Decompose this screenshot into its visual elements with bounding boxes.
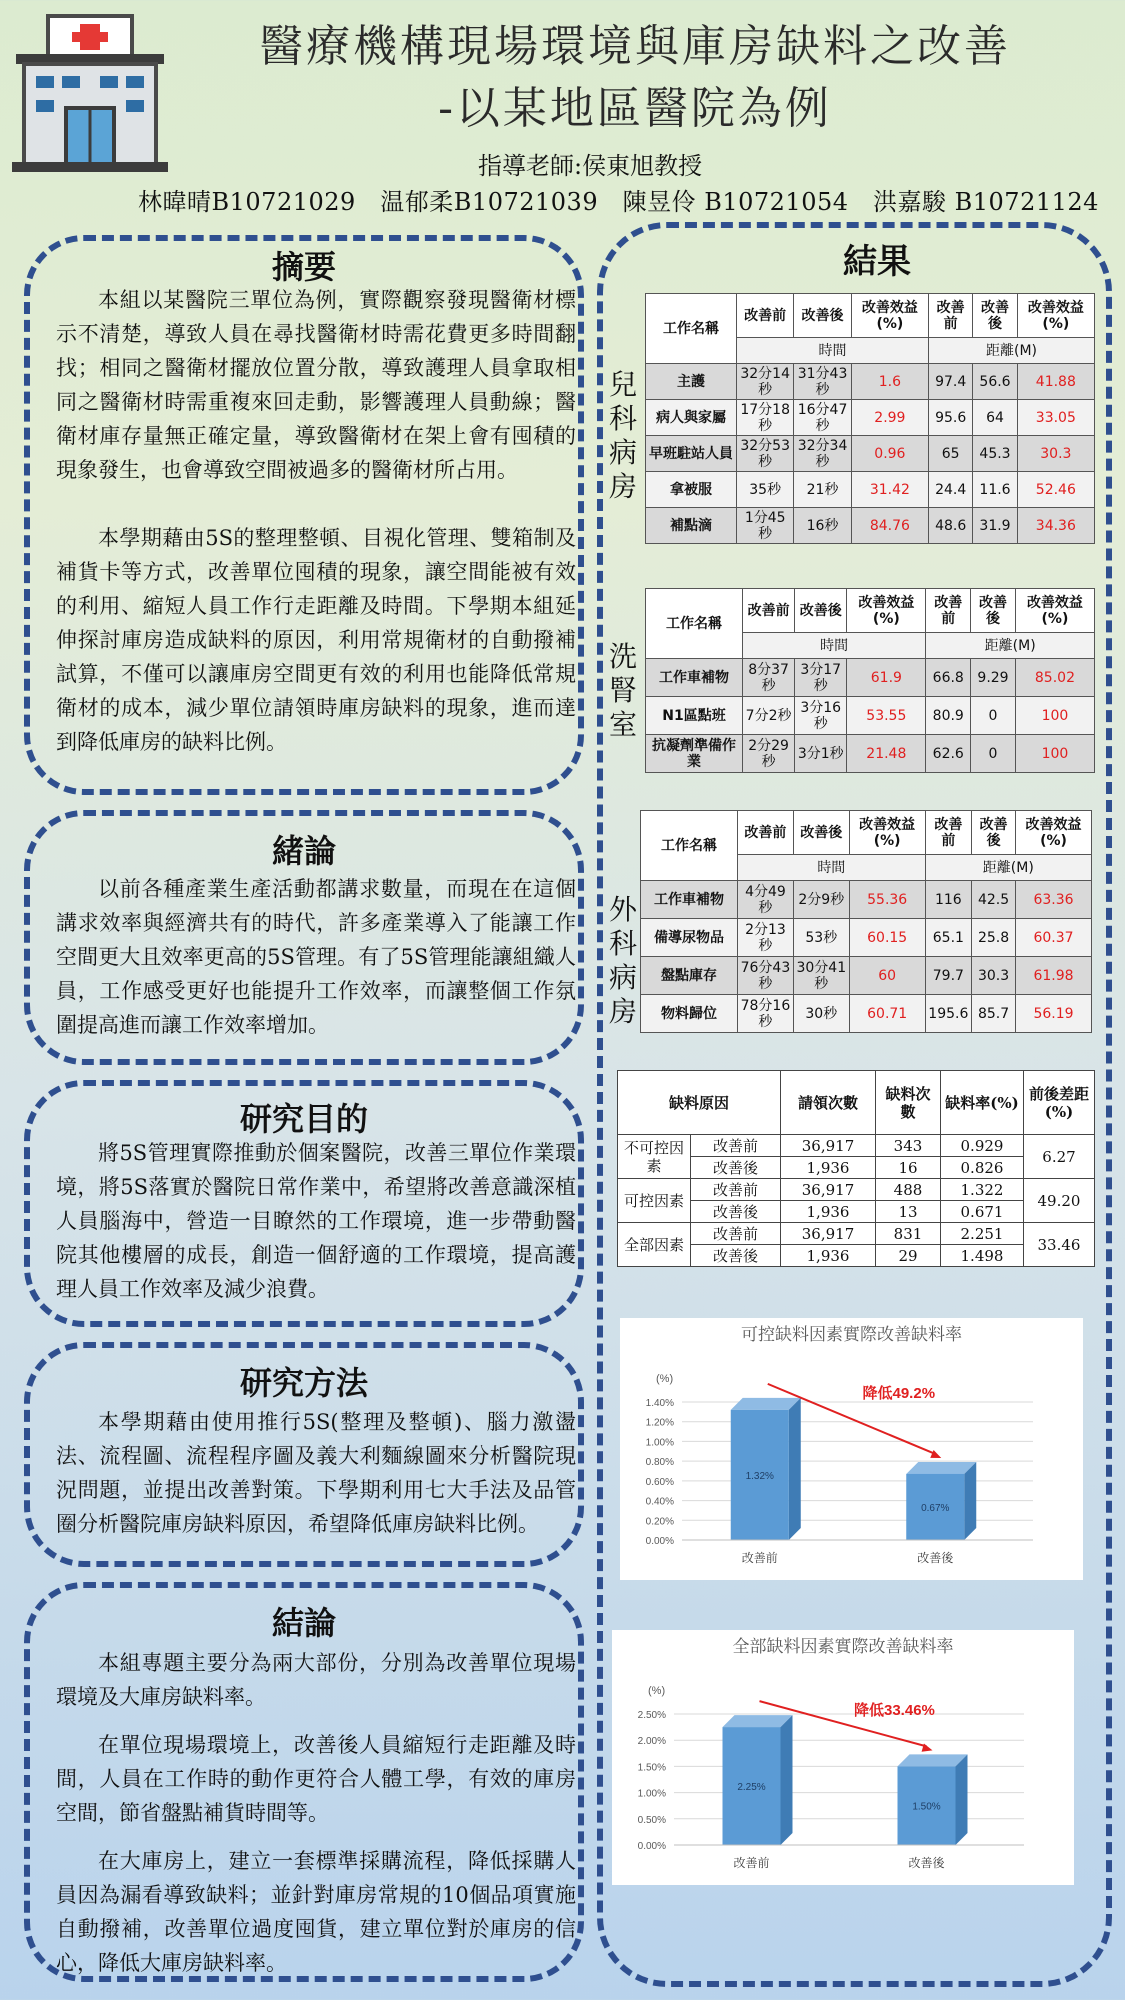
y-tick-label: 1.00%: [645, 1437, 674, 1449]
advisor: 指導老師:侯東旭教授: [478, 152, 703, 180]
y-tick-label: 0.80%: [645, 1457, 674, 1469]
y-tick-label: 1.50%: [637, 1762, 666, 1774]
reduction-annotation: 降低33.46%: [854, 1702, 935, 1720]
y-tick-label: 1.20%: [645, 1417, 674, 1429]
chart-title: 可控缺料因素實際改善缺料率: [741, 1325, 962, 1344]
shortage-table: 缺料原因 請領次數 缺料次數 缺料率(%) 前後差距(%) 不可控因素 改善前 36,917 343 0.929 6.27 改善後 1,936 16 0.826 可控因素 改善前 36,917 488 1.322 49.20 改善後 1,936 13 0.671 全部因素 改善前 36,917 831 2.251 33.46 改善後 1,936 29 1.498: [617, 1070, 1095, 1267]
authors: 林暐晴B10721029 温郁柔B10721039 陳昱伶 B10721054 洪嘉駿 B10721124: [138, 188, 1099, 216]
bar-value-label: 1.50%: [912, 1801, 941, 1813]
conclusion-title: 結論: [271, 1604, 336, 1642]
y-tick-label: 0.50%: [637, 1814, 666, 1826]
abstract-text: 本組以某醫院三單位為例，實際觀察發現醫衛材標示不清楚，導致人員在尋找醫衛材時需花費更多時間翻找；相同之醫衛材擺放位置分散，導致護理人員拿取相同之醫衛材時需重複來回走動，影響護理人員動線；醫衛材庫存量無正確定量，導致醫衛材在架上會有囤積的現象發生，也會導致空間被過多的醫衛材所占用。 本學期藉由5S的整理整頓、目視化管理、雙箱制及補貨卡等方式，改善單位囤積的現象，讓空間能被有效的利用、縮短人員工作行走距離及時間。下學期本組延伸探討庫房造成缺料的原因，利用常規衛材的自動撥補試算，不僅可以讓庫房空間更有效的利用也能降低常規衛材的成本，減少單位請領時庫房缺料的現象，進而達到降低庫房的缺料比例。: [56, 288, 576, 754]
poster-title: 醫療機構現場環境與庫房缺料之改善 -以某地區醫院為例: [259, 21, 1011, 134]
table-row: 全部因素 改善前 36,917 831 2.251 33.46: [618, 1223, 1095, 1245]
bar-value-label: 1.32%: [745, 1470, 774, 1482]
surgical-table: 工作名稱 改善前 改善後 改善效益(%) 改善前 改善後 改善效益(%) 時間 距離(M) 工作車補物 4分49秒 2分9秒 55.36 116 42.5 63.36 備導尿物品 2分13秒 53秒 60.15 65.1 25.8 60.37 盤點庫存 76分43秒 30分41秒 60 79.7 30.3 61.98 物料歸位 78分16秒 30秒 60.71 195.6 85.7 56.19: [640, 810, 1092, 1033]
results-title: 結果: [843, 242, 911, 282]
introduction-title: 緒論: [271, 832, 336, 870]
bar-side: [956, 1754, 968, 1845]
purpose-title: 研究目的: [239, 1100, 368, 1138]
hospital-icon: [10, 10, 170, 175]
x-tick-label: 改善後: [917, 1551, 954, 1565]
x-tick-label: 改善前: [741, 1551, 778, 1565]
x-tick-label: 改善前: [733, 1856, 770, 1870]
y-tick-label: 1.40%: [645, 1398, 674, 1409]
table-row: 不可控因素 改善前 36,917 343 0.929 6.27: [618, 1135, 1095, 1157]
pediatric-table: 工作名稱 改善前 改善後 改善效益(%) 改善前 改善後 改善效益(%) 時間 距離(M) 主護 32分14秒 31分43秒 1.6 97.4 56.6 41.88 病人與家屬 17分18秒 16分47秒 2.99 95.6 64 33.05 早班駐站人員 32分53秒 32分34秒 0.96 65 45.3 30.3 拿被服 35秒 21秒 31.42 24.4 11.6 52.46 補點滴 1分45秒 16秒 84.76 48.6 31.9 34.36: [645, 293, 1095, 544]
method-title: 研究方法: [239, 1364, 368, 1402]
all-shortage-chart: [612, 1630, 1074, 1885]
table-row: 拿被服 35秒 21秒 31.42 24.4 11.6 52.46: [646, 472, 1095, 508]
table-row: 可控因素 改善前 36,917 488 1.322 49.20: [618, 1179, 1095, 1201]
y-tick-label: 0.40%: [645, 1496, 674, 1508]
conclusion-text: 本組專題主要分為兩大部份，分別為改善單位現場環境及大庫房缺料率。 在單位現場環境上，改善後人員縮短行走距離及時間，人員在工作時的動作更符合人體工學，有效的庫房空間，節省盤點補貨時間等。 在大庫房上，建立一套標準採購流程，降低採購人員因為漏看導致缺料；並針對庫房常規的10個品項實施自動撥補，改善單位過度囤貨，建立單位對於庫房的信心，降低大庫房缺料率。: [56, 1651, 576, 1975]
abstract-title: 摘要: [271, 248, 336, 286]
table-row: 改善後 1,936 29 1.498: [618, 1245, 1095, 1267]
bar-top: [906, 1462, 976, 1474]
bar-top: [723, 1715, 793, 1727]
bar-side: [789, 1398, 801, 1540]
ward-label-pediatric: 兒科病房: [608, 368, 637, 503]
table-row: 早班駐站人員 32分53秒 32分34秒 0.96 65 45.3 30.3: [646, 436, 1095, 472]
introduction-text: 以前各種產業生產活動都講求數量，而現在在這個講求效率與經濟共有的時代，許多產業導入了能讓工作空間更大且效率更高的5S管理。有了5S管理能讓組織人員，工作感受更好也能提升工作效率，而讓整個工作氛圍提高進而讓工作效率增加。: [56, 877, 576, 1037]
y-tick-label: 2.50%: [637, 1710, 666, 1721]
y-tick-label: 0.00%: [637, 1841, 666, 1852]
controllable-shortage-chart: [620, 1318, 1083, 1580]
table-row: 工作車補物 4分49秒 2分9秒 55.36 116 42.5 63.36: [641, 881, 1092, 919]
table-row: 抗凝劑準備作業 2分29秒 3分1秒 21.48 62.6 0 100: [646, 735, 1095, 773]
table-row: 盤點庫存 76分43秒 30分41秒 60 79.7 30.3 61.98: [641, 957, 1092, 995]
y-axis-label: (%): [648, 1685, 666, 1697]
ward-label-dialysis: 洗腎室: [608, 640, 637, 741]
y-tick-label: 0.00%: [645, 1536, 674, 1547]
arrow-head: [930, 1450, 941, 1458]
method-text: 本學期藉由使用推行5S(整理及整頓)、腦力激盪法、流程圖、流程程序圖及義大利麵線圖來分析醫院現況問題，並提出改善對策。下學期利用七大手法及品管圈分析醫院庫房缺料原因，希望降低庫房缺料比例。: [56, 1410, 576, 1536]
table-row: 改善後 1,936 13 0.671: [618, 1201, 1095, 1223]
reduction-annotation: 降低49.2%: [862, 1384, 936, 1402]
purpose-text: 將5S管理實際推動於個案醫院，改善三單位作業環境，將5S落實於醫院日常作業中，希望將改善意識深植人員腦海中，營造一目瞭然的工作環境，進一步帶動醫院其他樓層的成長，創造一個舒適的工作環境，提高護理人員工作效率及減少浪費。: [56, 1141, 576, 1301]
bar-value-label: 0.67%: [921, 1502, 950, 1514]
chart-title: 全部缺料因素實際改善缺料率: [732, 1637, 954, 1656]
bar-top: [731, 1398, 801, 1410]
bar-side: [781, 1715, 793, 1845]
x-tick-label: 改善後: [908, 1856, 945, 1870]
ward-label-surgical: 外科病房: [608, 893, 637, 1028]
dialysis-table: 工作名稱 改善前 改善後 改善效益(%) 改善前 改善後 改善效益(%) 時間 距離(M) 工作車補物 8分37秒 3分17秒 61.9 66.8 9.29 85.02 N1區點班 7分2秒 3分16秒 53.55 80.9 0 100 抗凝劑準備作業 2分29秒 3分1秒 21.48 62.6 0 100: [645, 588, 1095, 773]
y-tick-label: 2.00%: [637, 1736, 666, 1748]
y-axis-label: (%): [656, 1373, 674, 1385]
table-row: 物料歸位 78分16秒 30秒 60.71 195.6 85.7 56.19: [641, 995, 1092, 1033]
table-row: 補點滴 1分45秒 16秒 84.76 48.6 31.9 34.36: [646, 508, 1095, 544]
table-row: 工作車補物 8分37秒 3分17秒 61.9 66.8 9.29 85.02: [646, 659, 1095, 697]
bar-side: [964, 1462, 976, 1540]
table-row: N1區點班 7分2秒 3分16秒 53.55 80.9 0 100: [646, 697, 1095, 735]
bar-top: [898, 1754, 968, 1766]
y-tick-label: 0.60%: [645, 1476, 674, 1488]
table-row: 主護 32分14秒 31分43秒 1.6 97.4 56.6 41.88: [646, 364, 1095, 400]
table-row: 改善後 1,936 16 0.826: [618, 1157, 1095, 1179]
table-row: 病人與家屬 17分18秒 16分47秒 2.99 95.6 64 33.05: [646, 400, 1095, 436]
y-tick-label: 0.20%: [645, 1516, 674, 1528]
y-tick-label: 1.00%: [637, 1788, 666, 1800]
table-row: 備導尿物品 2分13秒 53秒 60.15 65.1 25.8 60.37: [641, 919, 1092, 957]
bar-value-label: 2.25%: [737, 1782, 766, 1794]
